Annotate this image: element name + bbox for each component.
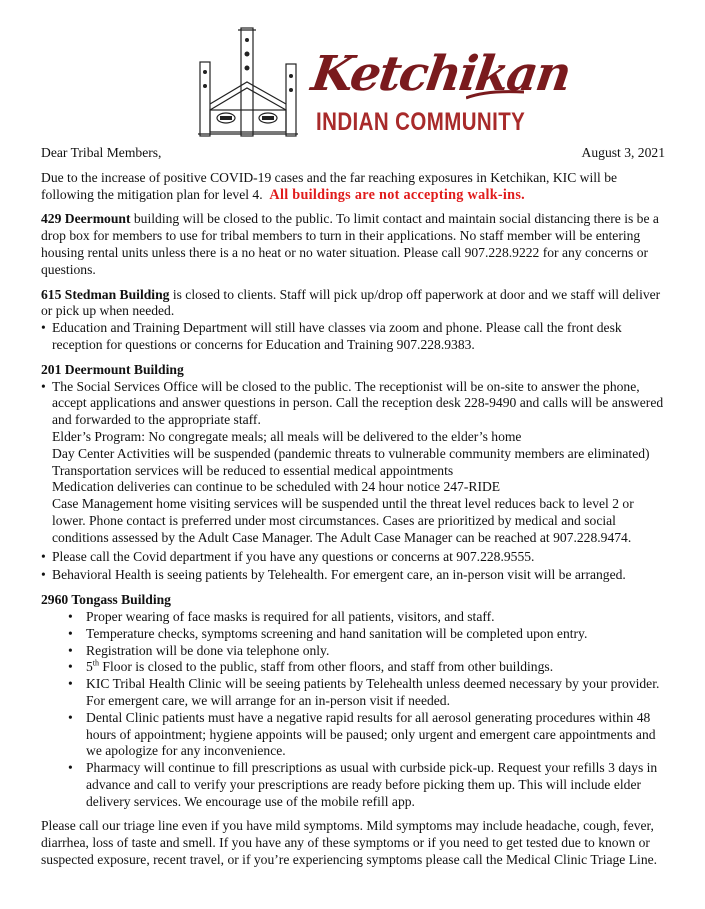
sub-line: Case Management home visiting services will be suspended until the threat level reduces back to level 2 or lower. Phone contact is preferred under most circumstances. Cases are prioritized by medical and social conditions assessed by the Adult Case Manager. The Adult Case Manager can be reached at 907.228.9474. (52, 496, 634, 545)
list-item: • Education and Training Department will still have classes via zoom and phone. Please call the front desk reception for questions or concerns for Education and Training 907.228.9383. (41, 320, 667, 354)
list-item: • Behavioral Health is seeing patients by Telehealth. For emergent care, an in-person visit will be arranged. (41, 567, 667, 584)
walk-in-alert: All buildings are not accepting walk-ins. (269, 186, 526, 203)
salutation: Dear Tribal Members, (41, 145, 162, 160)
list-item: • Dental Clinic patients must have a negative rapid results for all aerosol generating procedures within 48 hours of appointment; hygiene appoints will be paused; only urgent and emergent care appointments and we apologize for any inconvenience. (41, 710, 667, 760)
section-429-deermount: 429 Deermount building will be closed to the public. To limit contact and maintain social distancing there is be a drop box for members to use for tribal members to turn in their applications. No staff member will be entering housing rental units unless there is a no heat or no water situation. Please call 907.228.9222 for any concerns or questions. (41, 211, 659, 277)
closing-paragraph: Please call our triage line even if you have mild symptoms. Mild symptoms may include headache, cough, fever, diarrhea, loss of taste and smell. If you have any of these symptoms or if you need to get tested due to known or suspected exposure, recent travel, or if you’re experiencing symptoms please call the Medical Clinic Triage Line. (41, 818, 658, 868)
section-title: 2960 Tongass Building (41, 592, 171, 608)
totem-longhouse-logo-icon (196, 26, 300, 138)
logo-wordmark: Ketchikan (308, 46, 573, 102)
list-item: • Proper wearing of face masks is required for all patients, visitors, and staff. (41, 609, 667, 626)
intro-paragraph: Due to the increase of positive COVID-19 cases and the far reaching exposures in Ketchikan, KIC will be following the mitigation plan for level 4. All buildings are not accepting walk-ins. (41, 169, 618, 203)
sub-line: Day Center Activities will be suspended (pandemic threats to vulnerable community members are eliminated) (52, 445, 650, 461)
letter-date: August 3, 2021 (581, 145, 665, 160)
sub-line: Elder’s Program: No congregate meals; all meals will be delivered to the elder’s home (52, 428, 522, 444)
letter-body (41, 145, 667, 877)
section-201-deermount (41, 362, 667, 584)
section-title: 615 Stedman Building (41, 286, 170, 302)
logo-subtitle: INDIAN COMMUNITY (316, 108, 526, 136)
section-615-stedman: 615 Stedman Building is closed to clients. Staff will pick up/drop off paperwork at door and we staff will deliver or pick up when needed. • Education and Training Department will still have classes via zoom and phone. Please call the front desk reception for questions or concerns for Education and Training 907.228.9383. (41, 287, 667, 354)
list-item: • Pharmacy will continue to fill prescriptions as usual with curbside pick-up. Request your refills 3 days in advance and call to verify your prescriptions are ready before picking them up. This will include elder delivery services. We encourage use of the mobile refill app. (41, 760, 667, 810)
list-item: • 5th Floor is closed to the public, staff from other floors, and staff from other buildings. (41, 659, 667, 676)
section-title: 429 Deermount (41, 211, 131, 227)
section-2960-tongass (41, 592, 667, 810)
logo-swash-icon (466, 88, 524, 102)
list-item: • The Social Services Office will be closed to the public. The receptionist will be on-site to answer the phone, accept applications and answer questions in person. Call the reception desk 228-9490 and calls will be answered and forwarded to the appropriate staff. Elder’s Program: No congregate meals; all meals will be delivered to the elder’s home Day Center Activities will be suspended (pandemic threats to vulnerable community members are eliminated) Transportation services will be reduced to essential medical appointments Medication deliveries can continue to be scheduled with 24 hour notice 247-RIDE Case Management home visiting services will be suspended until the threat level reduces back to level 2 or lower. Phone contact is preferred under most circumstances. Cases are prioritized by medical and social conditions assessed by the Adult Case Manager. The Adult Case Manager can be reached at 907.228.9474. (41, 379, 667, 547)
list-item: • Temperature checks, symptoms screening and hand sanitation will be completed upon entry. (41, 626, 667, 643)
letterhead (0, 0, 705, 140)
salutation-row (41, 145, 667, 162)
section-title: 201 Deermount Building (41, 361, 184, 377)
list-item: • Please call the Covid department if you have any questions or concerns at 907.228.9555. (41, 549, 667, 566)
list-item: • KIC Tribal Health Clinic will be seeing patients by Telehealth unless deemed necessary by your provider. For emergent care, we will arrange for an in-person visit if needed. (41, 676, 667, 710)
sub-line: Medication deliveries can continue to be scheduled with 24 hour notice 247-RIDE (52, 479, 501, 495)
list-item: • Registration will be done via telephone only. (41, 643, 667, 660)
sub-line: Transportation services will be reduced to essential medical appointments (52, 462, 454, 478)
